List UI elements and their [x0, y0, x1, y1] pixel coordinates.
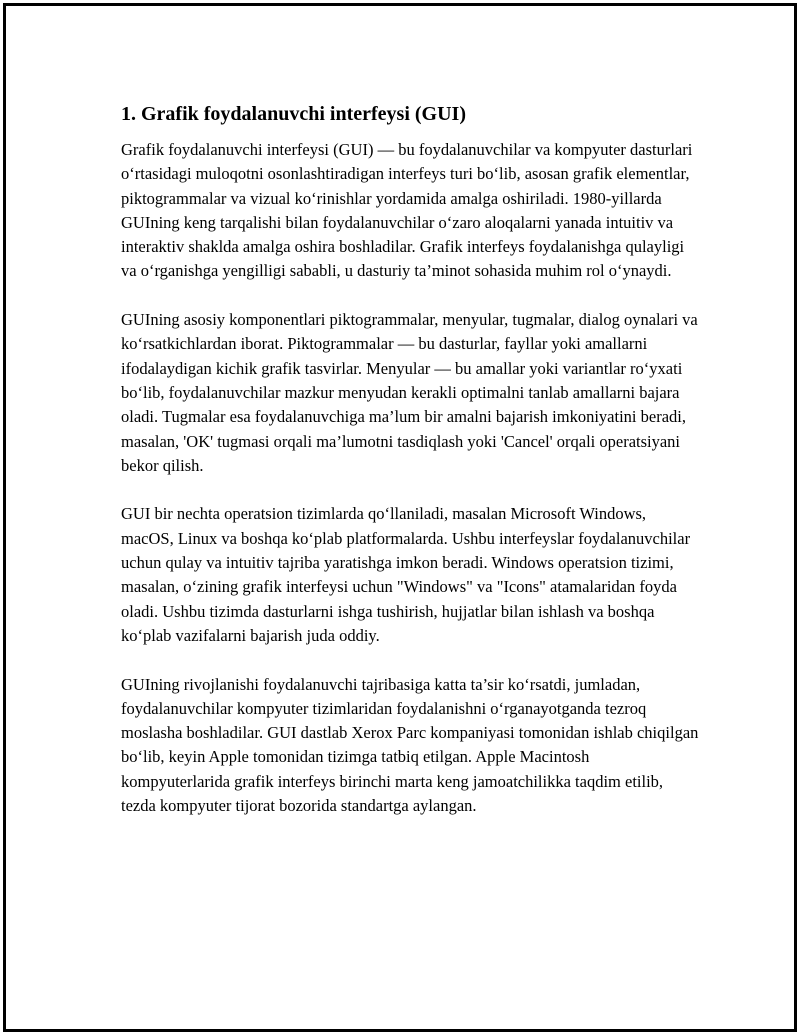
paragraph-3: GUI bir nechta operatsion tizimlarda qo‘llaniladi, masalan Microsoft Windows, macOS, Linux va boshqa ko‘plab platformalarda. Ushbu interfeyslar foydalanuvchilar uchun qulay va intuitiv tajriba yaratishga imkon beradi. Windows operatsion tizimi, masalan, o‘zining grafik interfeysi uchun "Windows" va "Icons" atamalaridan foyda oladi. Ushbu tizimda dasturlarni ishga tushirish, hujjatlar bilan ishlash va boshqa ko‘plab vazifalarni bajarish juda oddiy.: [121, 504, 691, 645]
page-content: [121, 102, 701, 843]
paragraph-2: GUIning asosiy komponentlari piktogrammalar, menyular, tugmalar, dialog oynalari va ko‘rsatkichlardan iborat. Piktogrammalar — bu dasturlar, fayllar yoki amallarni ifodalaydigan kichik grafik tasvirlar. Menyular — bu amallar yoki variantlar ro‘yxati bo‘lib, foydalanuvchilar mazkur menyudan kerakli optimalni tanlab amallarni bajara oladi. Tugmalar esa foydalanuvchiga ma’lum bir amalni bajarish imkoniyatini beradi, masalan, 'OK' tugmasi orqali ma’lumotni tasdiqlash yoki 'Cancel' orqali operatsiyani bekor qilish.: [121, 310, 698, 475]
page-frame: [3, 3, 797, 1032]
paragraph-1: Grafik foydalanuvchi interfeysi (GUI) — bu foydalanuvchilar va kompyuter dasturlari o‘rtasidagi muloqotni osonlashtiradigan interfeys turi bo‘lib, asosan grafik elementlar, piktogrammalar va vizual ko‘rinishlar yordamida amalga oshiriladi. 1980-yillarda GUIning keng tarqalishi bilan foydalanuvchilar o‘zaro aloqalarni yanada intuitiv va interaktiv shaklda amalga oshira boshladilar. Grafik interfeys foydalanishga qulayligi va o‘rganishga yengilligi sababli, u dasturiy ta’minot sohasida muhim rol o‘ynaydi.: [121, 140, 693, 281]
paragraph-4: GUIning rivojlanishi foydalanuvchi tajribasiga katta ta’sir ko‘rsatdi, jumladan, foydalanuvchilar kompyuter tizimlaridan foydalanishni o‘rganayotganda tezroq moslasha boshladilar. GUI dastlab Xerox Parc kompaniyasi tomonidan ishlab chiqilgan bo‘lib, keyin Apple tomonidan tizimga tatbiq etilgan. Apple Macintosh kompyuterlarida grafik interfeys birinchi marta keng jamoatchilikka taqdim etilib, tezda kompyuter tijorat bozorida standartga aylangan.: [121, 674, 699, 816]
page-title: 1. Grafik foydalanuvchi interfeysi (GUI): [121, 103, 466, 125]
